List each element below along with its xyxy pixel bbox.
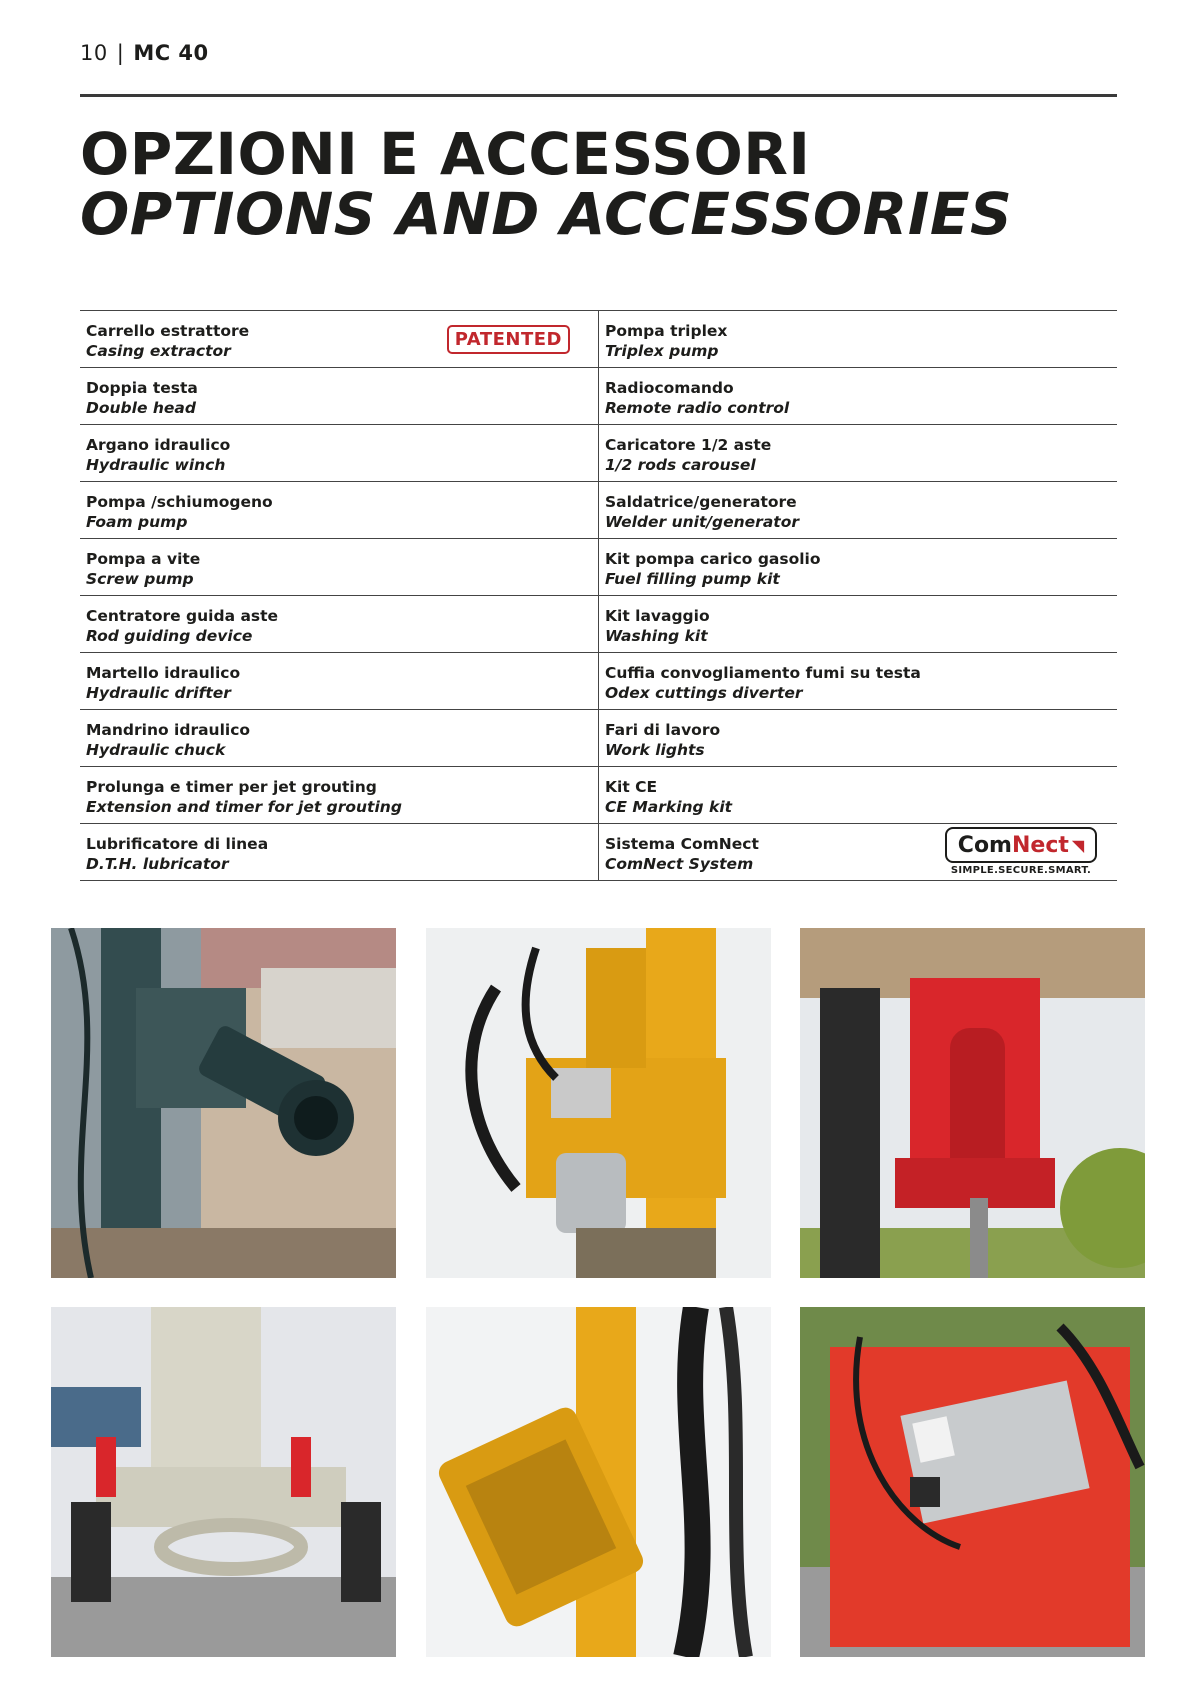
option-italian: Pompa a vite xyxy=(86,550,201,568)
option-cell xyxy=(80,767,598,823)
option-cell xyxy=(80,539,598,595)
photo-hydraulic-winch xyxy=(426,1307,771,1657)
model-name: MC 40 xyxy=(133,41,209,65)
option-english: Triplex pump xyxy=(605,342,719,360)
comnect-logo-box xyxy=(945,827,1097,863)
table-row xyxy=(80,710,1117,767)
photo-welder-generator xyxy=(800,1307,1145,1657)
table-row xyxy=(80,824,1117,881)
option-english: ComNect System xyxy=(605,855,754,873)
option-italian: Kit lavaggio xyxy=(605,607,710,625)
option-italian: Carrello estrattore xyxy=(86,322,250,340)
option-italian: Lubrificatore di linea xyxy=(86,835,269,853)
table-row xyxy=(80,596,1117,653)
option-italian: Cuffia convogliamento fumi su testa xyxy=(605,664,921,682)
option-italian: Pompa triplex xyxy=(605,322,728,340)
option-english: Welder unit/generator xyxy=(605,513,799,531)
header-separator: | xyxy=(116,41,125,65)
photo-casing-extractor xyxy=(51,1307,396,1657)
option-italian: Centratore guida aste xyxy=(86,607,279,625)
option-cell xyxy=(80,653,598,709)
photo-hydraulic-chuck-graphic xyxy=(800,928,1145,1278)
option-italian: Fari di lavoro xyxy=(605,721,721,739)
photo-welder-generator-graphic xyxy=(800,1307,1145,1657)
option-english: Hydraulic chuck xyxy=(86,741,226,759)
option-english: Odex cuttings diverter xyxy=(605,684,803,702)
option-italian: Saldatrice/generatore xyxy=(605,493,797,511)
option-cell xyxy=(598,311,1117,367)
table-row xyxy=(80,653,1117,710)
option-cell xyxy=(598,710,1117,766)
photo-hydraulic-drifter xyxy=(51,928,396,1278)
option-italian: Martello idraulico xyxy=(86,664,241,682)
photo-double-head-graphic xyxy=(426,928,771,1278)
option-cell xyxy=(80,482,598,538)
option-cell xyxy=(80,824,598,880)
option-italian: Radiocomando xyxy=(605,379,734,397)
option-cell xyxy=(598,539,1117,595)
patented-badge: PATENTED xyxy=(447,325,570,354)
page-title xyxy=(80,120,1120,248)
option-english: CE Marking kit xyxy=(605,798,733,816)
option-english: Double head xyxy=(86,399,196,417)
option-italian: Sistema ComNect xyxy=(605,835,759,853)
option-english: Foam pump xyxy=(86,513,188,531)
title-english: OPTIONS AND ACCESSORIES xyxy=(80,180,1013,248)
option-italian: Prolunga e timer per jet grouting xyxy=(86,778,377,796)
option-cell xyxy=(80,311,598,367)
option-english: Hydraulic winch xyxy=(86,456,226,474)
title-italian: OPZIONI E ACCESSORI xyxy=(80,120,811,188)
option-english: Fuel filling pump kit xyxy=(605,570,780,588)
option-english: Casing extractor xyxy=(86,342,231,360)
option-english: Rod guiding device xyxy=(86,627,253,645)
option-english: Washing kit xyxy=(605,627,708,645)
page-number: 10 xyxy=(80,41,108,65)
option-cell xyxy=(80,710,598,766)
option-italian: Argano idraulico xyxy=(86,436,231,454)
option-cell xyxy=(80,368,598,424)
photo-double-head xyxy=(426,928,771,1278)
option-english: Remote radio control xyxy=(605,399,790,417)
option-english: Screw pump xyxy=(86,570,194,588)
option-cell xyxy=(598,482,1117,538)
option-italian: Pompa /schiumogeno xyxy=(86,493,273,511)
table-row xyxy=(80,539,1117,596)
wifi-signal-icon: ◥ xyxy=(1071,835,1085,855)
option-italian: Doppia testa xyxy=(86,379,198,397)
option-italian: Caricatore 1/2 aste xyxy=(605,436,772,454)
table-row xyxy=(80,311,1117,368)
table-row xyxy=(80,368,1117,425)
photo-hydraulic-chuck xyxy=(800,928,1145,1278)
option-cell xyxy=(80,596,598,652)
photo-hydraulic-winch-graphic xyxy=(426,1307,771,1657)
header-rule xyxy=(80,94,1117,97)
option-cell xyxy=(598,596,1117,652)
option-english: 1/2 rods carousel xyxy=(605,456,756,474)
option-english: D.T.H. lubricator xyxy=(86,855,229,873)
table-row xyxy=(80,767,1117,824)
comnect-logo xyxy=(945,827,1097,876)
option-italian: Mandrino idraulico xyxy=(86,721,251,739)
photo-casing-extractor-graphic xyxy=(51,1307,396,1657)
option-italian: Kit CE xyxy=(605,778,658,796)
option-cell xyxy=(598,425,1117,481)
table-row xyxy=(80,482,1117,539)
option-english: Extension and timer for jet grouting xyxy=(86,798,402,816)
option-english: Hydraulic drifter xyxy=(86,684,231,702)
photo-hydraulic-drifter-graphic xyxy=(51,928,396,1278)
comnect-tagline: SIMPLE.SECURE.SMART. xyxy=(950,865,1092,876)
comnect-logo-com: Com xyxy=(957,832,1012,858)
option-cell xyxy=(80,425,598,481)
option-italian: Kit pompa carico gasolio xyxy=(605,550,821,568)
page-header xyxy=(80,38,209,68)
option-cell xyxy=(598,824,1117,880)
option-cell xyxy=(598,653,1117,709)
option-cell xyxy=(598,368,1117,424)
option-cell xyxy=(598,767,1117,823)
comnect-logo-nect: Nect xyxy=(1011,832,1069,858)
table-row xyxy=(80,425,1117,482)
option-english: Work lights xyxy=(605,741,705,759)
options-table xyxy=(80,310,1117,881)
